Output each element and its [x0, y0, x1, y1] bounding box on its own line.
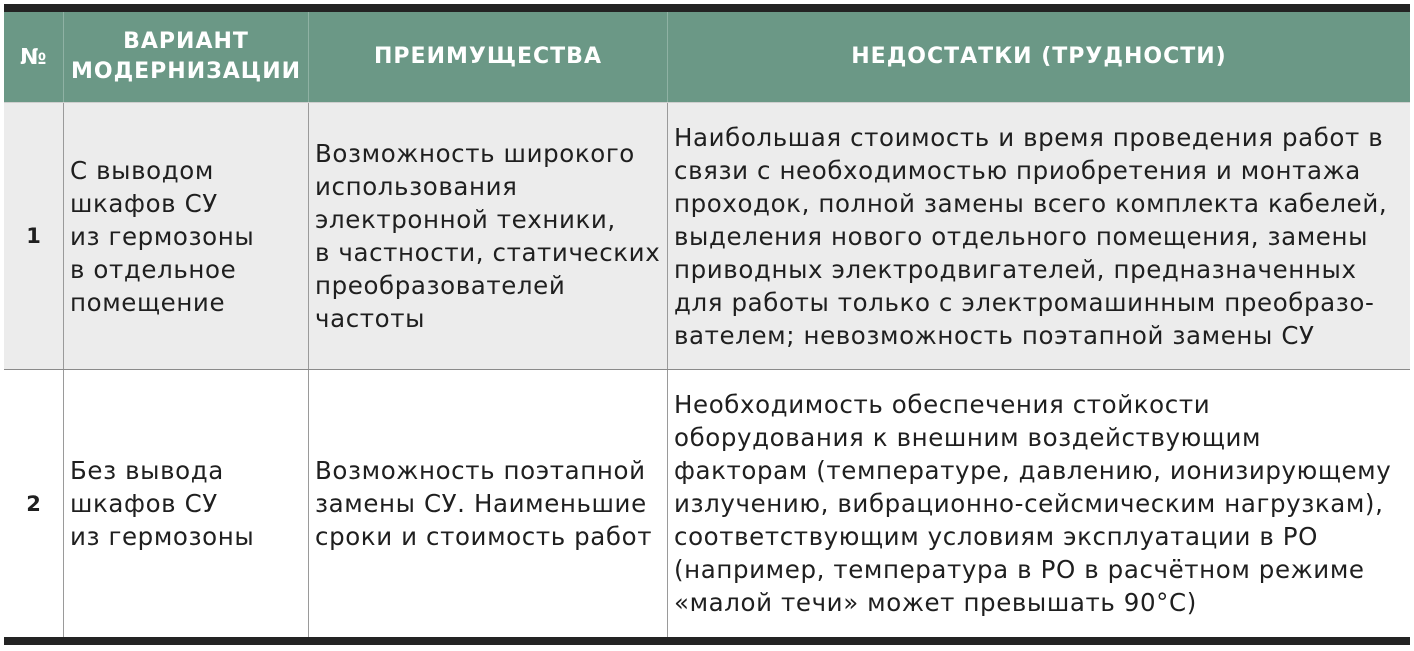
table-row: [4, 102, 1410, 370]
row-variant-cell: [64, 370, 309, 637]
header-disadvantages-label: НЕДОСТАТКИ (ТРУДНОСТИ): [851, 44, 1227, 69]
header-advantages: [309, 12, 668, 102]
row-advantages-cell: [309, 370, 668, 637]
row-num: 2: [26, 491, 41, 516]
row-advantages-cell: [309, 103, 668, 369]
header-disadvantages: [668, 12, 1410, 102]
row-num: 1: [26, 224, 41, 248]
row-variant: С выводом шкафов СУ из гермозоны в отдельное помещение: [70, 155, 255, 317]
row-variant-cell: [64, 103, 309, 369]
row-variant: Без вывода шкафов СУ из гермозоны: [70, 456, 255, 551]
row-disadvantages: Наибольшая стоимость и время проведения работ в связи с необходимостью приобретения и монтажа проходок, полной замены всего комплекта кабелей, выделения нового отдельного помещения, замены приводных электродвигателей, предназначенных для работы только с электромашинным преобразо- вателем; невозможность поэтапной замены СУ: [674, 122, 1388, 350]
row-disadvantages: Необходимость обеспечения стойкости оборудования к внешним воздействующим факторам (температуре, давлению, ионизирующему излучению, вибрационно-сейсмическим нагрузкам), соответствующим условиям эксплуатации в РО (например, температура в РО в расчётном режиме «малой течи» может превышать 90°С): [674, 390, 1392, 617]
row-disadvantages-cell: [668, 370, 1410, 637]
table-row: [4, 370, 1410, 637]
row-num-cell: [4, 370, 64, 637]
comparison-table: [4, 4, 1410, 645]
row-advantages: Возможность поэтапной замены СУ. Наименьшие сроки и стоимость работ: [315, 456, 653, 551]
row-disadvantages-cell: [668, 103, 1410, 369]
header-num-label: №: [19, 44, 48, 70]
row-num-cell: [4, 103, 64, 369]
header-variant: [64, 12, 309, 102]
row-advantages: Возможность широкого использования электронной техники, в частности, статических преобразователей частоты: [315, 139, 661, 333]
table-header: [4, 12, 1410, 102]
header-num: [4, 12, 64, 102]
header-advantages-label: ПРЕИМУЩЕСТВА: [374, 44, 602, 69]
header-variant-label: ВАРИАНТ МОДЕРНИЗАЦИИ: [70, 29, 302, 84]
